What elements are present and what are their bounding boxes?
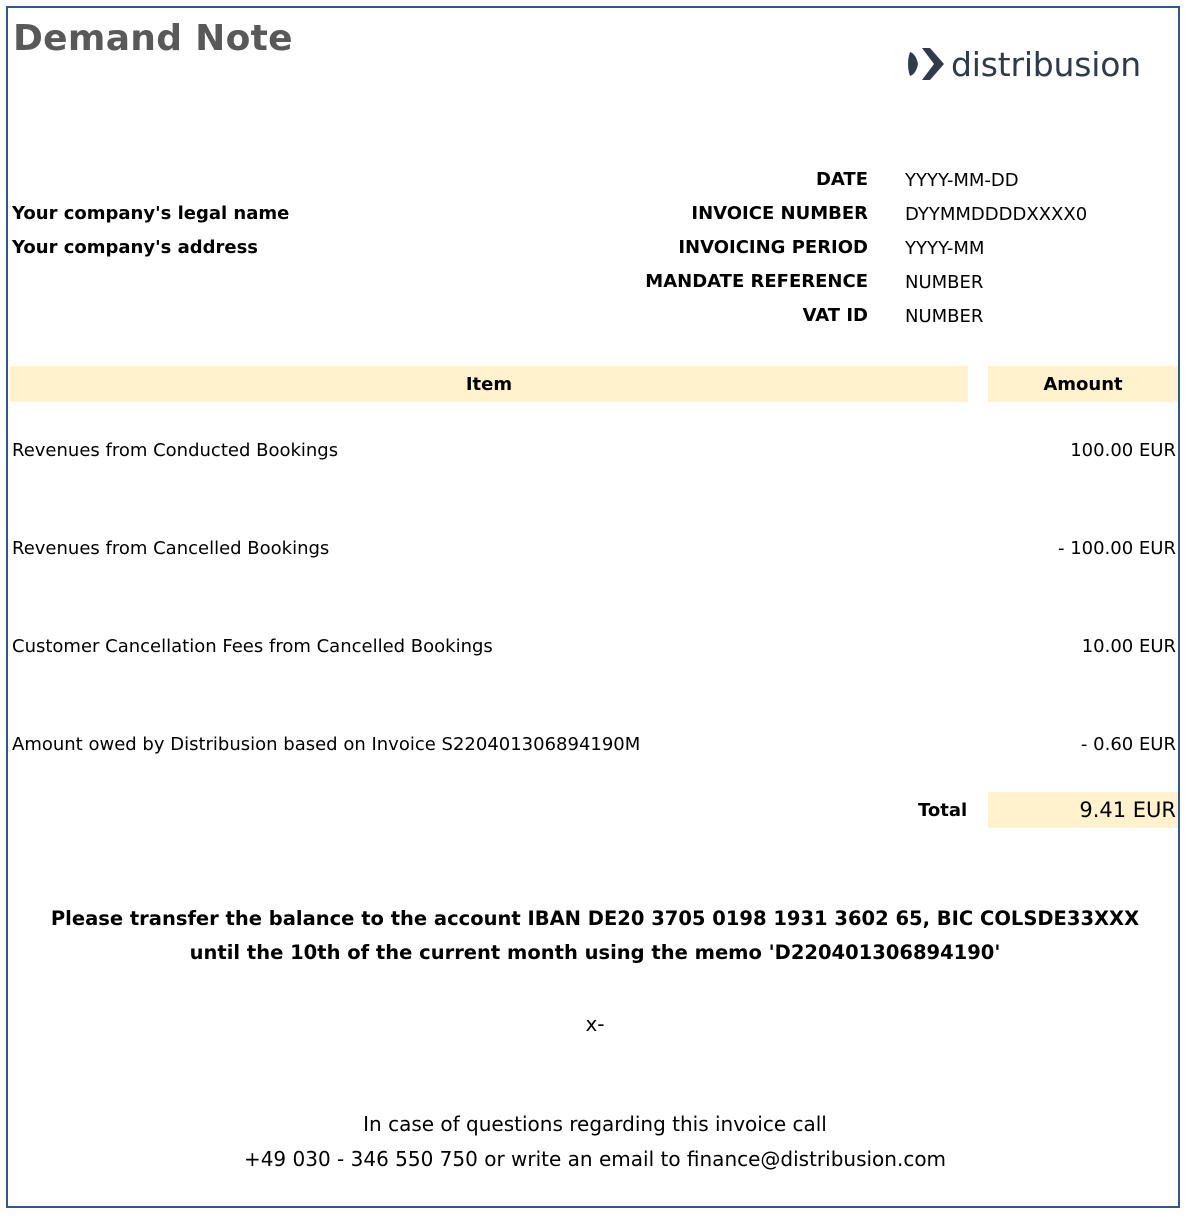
line-item-cancelled-bookings-amount: - 100.00 EUR xyxy=(1058,538,1176,559)
line-item-amount-owed: Amount owed by Distribusion based on Invoice S220401306894190M xyxy=(12,734,641,755)
table-header-item: Item xyxy=(10,366,968,402)
meta-invoice-number-value: DYYMMDDDDXXXX0 xyxy=(905,204,1088,225)
line-item-conducted-bookings-amount: 100.00 EUR xyxy=(1070,440,1176,461)
total-amount: 9.41 EUR xyxy=(1079,798,1176,822)
table-header-amount: Amount xyxy=(988,366,1178,402)
meta-invoicing-period-label: INVOICING PERIOD xyxy=(678,237,868,258)
document-title: Demand Note xyxy=(13,18,293,59)
distribusion-logo-icon xyxy=(906,44,948,84)
signature-mark: x- xyxy=(585,1012,605,1036)
line-item-amount-owed-amount: - 0.60 EUR xyxy=(1080,734,1176,755)
brand-logo xyxy=(906,42,1141,86)
meta-vat-id-label: VAT ID xyxy=(802,305,868,326)
line-item-cancellation-fees: Customer Cancellation Fees from Cancelled Bookings xyxy=(12,636,493,657)
meta-invoice-number-label: INVOICE NUMBER xyxy=(691,203,868,224)
meta-mandate-reference-value: NUMBER xyxy=(905,272,984,293)
line-item-cancelled-bookings: Revenues from Cancelled Bookings xyxy=(12,538,330,559)
company-address: Your company's address xyxy=(12,237,258,258)
company-legal-name: Your company's legal name xyxy=(12,203,290,224)
meta-date-value: YYYY-MM-DD xyxy=(905,170,1019,191)
meta-date-label: DATE xyxy=(815,169,868,190)
payment-instructions-line-1: Please transfer the balance to the account IBAN DE20 3705 0198 1931 3602 65, BIC COLSDE33XXX xyxy=(50,907,1140,930)
meta-invoicing-period-value: YYYY-MM xyxy=(905,238,985,259)
brand-name: distribusion xyxy=(951,44,1141,84)
contact-line-2: +49 030 - 346 550 750 or write an email to finance@distribusion.com xyxy=(243,1147,947,1171)
line-item-conducted-bookings: Revenues from Conducted Bookings xyxy=(12,440,339,461)
meta-vat-id-value: NUMBER xyxy=(905,306,984,327)
meta-mandate-reference-label: MANDATE REFERENCE xyxy=(645,271,868,292)
payment-instructions-line-2: until the 10th of the current month using the memo 'D220401306894190' xyxy=(189,941,1001,964)
contact-line-1: In case of questions regarding this invoice call xyxy=(363,1112,827,1136)
line-item-cancellation-fees-amount: 10.00 EUR xyxy=(1081,636,1176,657)
total-label: Total xyxy=(918,800,968,821)
